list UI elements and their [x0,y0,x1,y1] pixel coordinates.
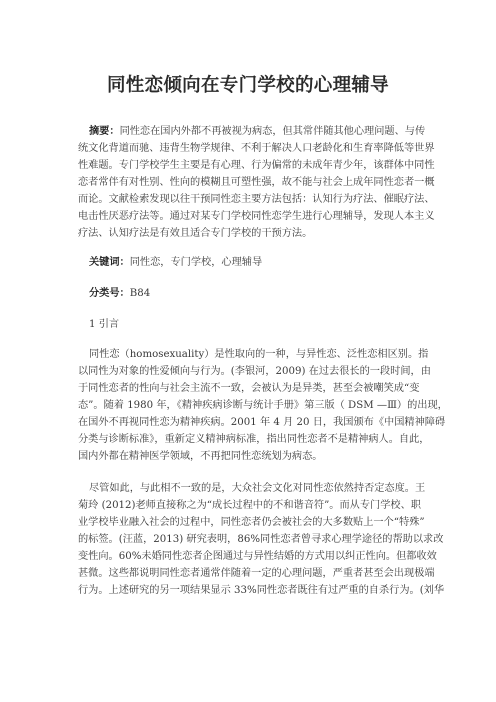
paragraph-line: 甚微。这些都说明同性恋者通常伴随着一定的心理问题，严重者甚至会出现极端 [78,568,435,579]
paragraph-line: 同性恋（homosexuality）是性取向的一种，与异性恋、泛性恋相区别。指 [89,349,429,360]
paragraph-line: 行为。上述研究的另一项结果显示 33%同性恋者既往有过严重的自杀行为。(刘华 [78,585,445,596]
paragraph-line: 在国外不再视同性恋为精神疾病。2001 年 4 月 20 日，我国颁布《中国精神障碍 [78,417,446,428]
abstract-line: 而论。文献检索发现以往干预同性恋主要方法包括：认知行为疗法、催眠疗法、 [78,194,435,205]
abstract-text: 同性恋在国内外都不再被视为病态，但其常伴随其他心理问题、与传 [119,126,426,137]
keywords-line [89,256,262,270]
classification-line [89,287,150,301]
abstract-line: 电击性厌恶疗法等。通过对某专门学校同性恋学生进行心理辅导，发现人本主义 [78,211,435,222]
abstract-label: 摘要： [89,126,120,137]
section-heading: 1 引言 [89,319,120,330]
abstract-first-line [89,125,425,139]
paragraph-line: 态”。随着 1980 年，《精神疾病诊断与统计手册》第三版（ DSM —Ⅲ）的出现， [78,400,448,411]
classification-label: 分类号： [89,288,130,299]
abstract-line: 统文化背道而驰、违背生物学规律、不利于解决人口老龄化和生育率降低等世界 [78,143,435,154]
abstract-line: 性难题。专门学校学生主要是有心理、行为偏常的未成年青少年，该群体中同性 [78,160,435,171]
paragraph-line: 国内外都在精神医学领域，不再把同性恋统划为病态。 [78,451,323,462]
paragraph-line: 于同性恋者的性向与社会主流不一致，会被认为是异类，甚至会被嘲笑成“变 [78,383,420,394]
abstract-line: 恋者常伴有对性别、性向的模糊且可塑性强，故不能与社会上成年同性恋者一概 [78,177,435,188]
abstract-line: 疗法、认知疗法是有效且适合专门学校的干预方法。 [78,228,313,239]
paragraph-line: 尽管如此，与此相不一致的是，大众社会文化对同性恋依然持否定态度。王 [89,483,426,494]
paragraph-line: 的标签。(汪蓝，2013) 研究表明，86%同性恋者曾寻求心理学途径的帮助以求改 [78,534,444,545]
keywords-label: 关键词： [89,257,130,268]
paragraph-line: 业学校毕业融入社会的过程中，同性恋者仍会被社会的大多数贴上一个“特殊” [78,517,425,528]
document-title: 同性恋倾向在专门学校的心理辅导 [106,75,389,96]
classification-value: B84 [129,288,151,299]
keywords-value: 同性恋，专门学校，心理辅导 [129,257,263,268]
paragraph-line: 以同性为对象的性爱倾向与行为。(李银河，2009) 在过去很长的一段时间，由 [78,366,431,377]
paragraph-line: 分类与诊断标准》，重新定义精神病标准，指出同性恋者不是精神病人。自此， [78,434,430,445]
paragraph-line: 菊玲 (2012)老师直接称之为“成长过程中的不和谐音符”。而从专门学校、职 [78,500,421,511]
paragraph-line: 变性向。60%未婚同性恋者企图通过与异性结婚的方式用以纠正性向。但都收效 [78,551,437,562]
